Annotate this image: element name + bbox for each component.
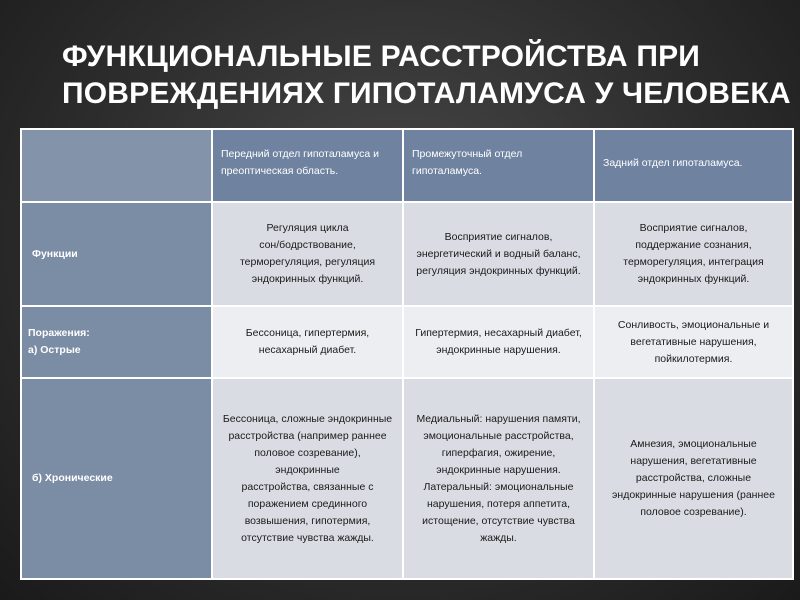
row-label-chronic-text: б) Хронические: [32, 472, 113, 484]
row-label-acute: [21, 306, 212, 378]
row-label-functions: [21, 202, 212, 306]
cell-functions-anterior: [212, 202, 403, 306]
column-header-anterior: [212, 129, 403, 202]
cell-acute-anterior: [212, 306, 403, 378]
column-header-intermediate: [403, 129, 594, 202]
slide-title-line-2: ПОВРЕЖДЕНИЯХ ГИПОТАЛАМУСА У ЧЕЛОВЕКА: [62, 77, 791, 110]
table-row-chronic: [21, 378, 793, 579]
row-label-acute-text: Поражения: а) Острые: [28, 327, 90, 356]
row-label-chronic: [21, 378, 212, 579]
column-header-posterior: [594, 129, 793, 202]
column-header-intermediate-text: Промежуточный отдел гипоталамуса.: [412, 148, 523, 177]
cell-chronic-posterior: [594, 378, 793, 579]
cell-chronic-anterior: [212, 378, 403, 579]
cell-acute-anterior-text: Бессоница, гипертермия, несахарный диабет.: [245, 327, 370, 356]
table-row-acute: [21, 306, 793, 378]
cell-acute-intermediate-text: Гипертермия, несахарный диабет, эндокринные нарушения.: [415, 327, 582, 356]
cell-chronic-intermediate: [403, 378, 594, 579]
cell-functions-intermediate-text: Восприятие сигналов, энергетический и водный баланс, регуляция эндокринных функций.: [416, 230, 581, 277]
table-row-functions: [21, 202, 793, 306]
cell-acute-posterior: [594, 306, 793, 378]
cell-chronic-anterior-text: Бессоница, сложные эндокринные расстройства (например раннее половое созревание), эндокринные расстройства, связанные с поражением срединного возвышения, гипотермия, отсутствие чувства жажды.: [222, 412, 393, 544]
slide-title-line-1: ФУНКЦИОНАЛЬНЫЕ РАССТРОЙСТВА ПРИ: [62, 40, 701, 73]
cell-functions-intermediate: [403, 202, 594, 306]
table-header-row: [21, 129, 793, 202]
cell-chronic-posterior-text: Амнезия, эмоциональные нарушения, вегетативные расстройства, сложные эндокринные нарушения (раннее половое созревание).: [612, 438, 775, 518]
row-label-functions-text: Функции: [32, 247, 78, 260]
cell-functions-posterior: [594, 202, 793, 306]
cell-acute-posterior-text: Сонливость, эмоциональные и вегетативные нарушения, пойкилотермия.: [617, 318, 770, 365]
slide-title: [62, 38, 791, 112]
column-header-posterior-text: Задний отдел гипоталамуса.: [603, 157, 743, 169]
cell-acute-intermediate: [403, 306, 594, 378]
column-header-anterior-text: Передний отдел гипоталамуса и преоптическая область.: [221, 148, 379, 177]
cell-functions-posterior-text: Восприятие сигналов, поддержание сознания, терморегуляция, интеграция эндокринных функций.: [623, 222, 764, 285]
header-corner-cell: [21, 129, 212, 202]
cell-chronic-intermediate-text: Медиальный: нарушения памяти, эмоциональные расстройства, гиперфагия, ожирение, эндокринные нарушения. Латеральный: эмоциональные нарушения, потеря аппетита, истощение, отсутствие чувства жажды.: [416, 412, 581, 544]
cell-functions-anterior-text: Регуляция цикла сон/бодрствование, терморегуляция, регуляция эндокринных функций.: [239, 222, 376, 285]
hypothalamus-table: [20, 128, 794, 580]
